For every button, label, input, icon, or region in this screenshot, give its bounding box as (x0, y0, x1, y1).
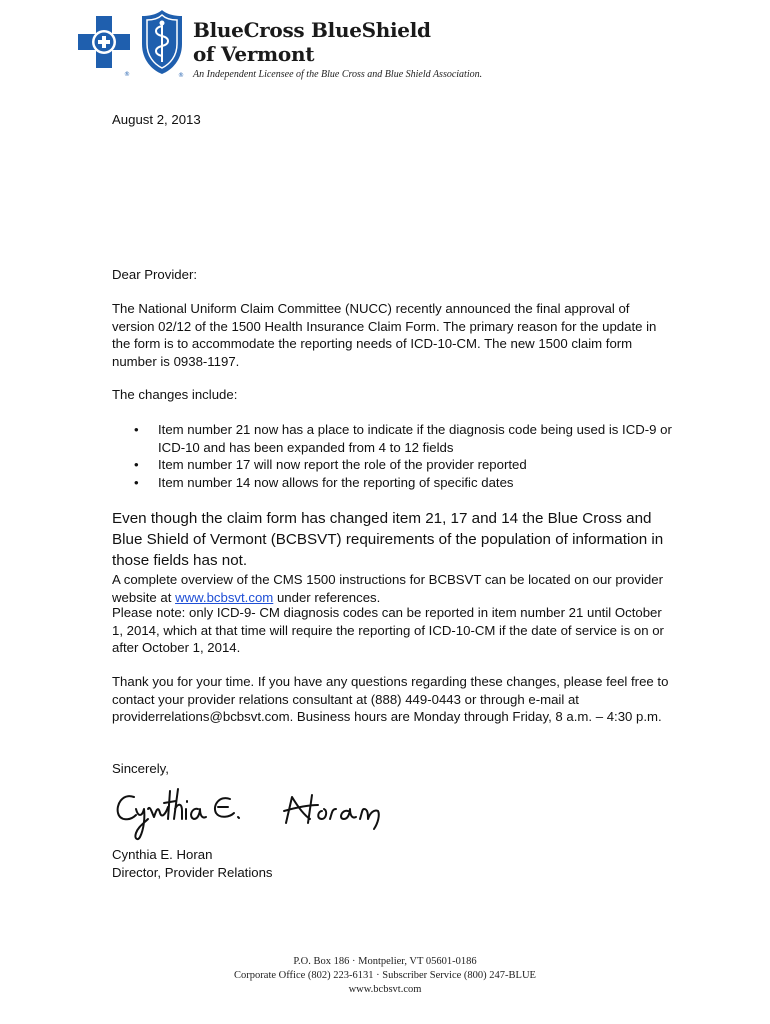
brand-name-line1: BlueCross BlueShield (193, 18, 431, 42)
signer-title: Director, Provider Relations (112, 865, 273, 880)
blue-cross-logo-icon (76, 14, 132, 78)
brand-name (193, 18, 431, 66)
bullet-icon: • (134, 474, 139, 490)
brand-name-line2: of Vermont (193, 42, 315, 66)
brand-tagline: An Independent Licensee of the Blue Cross and Blue Shield Association. (193, 69, 483, 80)
salutation: Dear Provider: (112, 267, 198, 282)
changes-list (112, 421, 672, 491)
overview-text: A complete overview of the CMS 1500 instructions for BCBSVT can be located on our provider website at (112, 572, 663, 605)
footer-address: P.O. Box 186 · Montpelier, VT 05601-0186 (293, 956, 477, 967)
change-item-text: Item number 14 now allows for the reporting of specific dates (158, 474, 514, 490)
list-item (112, 421, 672, 456)
paragraph-thanks: Thank you for your time. If you have any questions regarding these changes, please feel free to contact your provider relations consultant at (888) 449-0443 or through e-mail at providerrelations@bcbsvt.com. Business hours are Monday through Friday, 8 a.m. – 4:30 p.m. (112, 674, 669, 724)
list-item (112, 474, 672, 492)
signature-image (112, 783, 402, 843)
list-item (112, 456, 672, 474)
paragraph-note: Please note: only ICD-9- CM diagnosis codes can be reported in item number 21 until October 1, 2014, which at that time will require the reporting of ICD-10-CM if the date of service is on or after October 1, 2014. (112, 605, 664, 655)
bullet-icon: • (134, 422, 139, 437)
letter-date: August 2, 2013 (112, 112, 201, 127)
change-item-text: Item number 17 will now report the role of the provider reported (158, 457, 527, 472)
signer-name: Cynthia E. Horan (112, 847, 213, 862)
requirements-text-small (112, 571, 672, 606)
blue-shield-logo-icon (138, 10, 186, 78)
requirements-text-large: Even though the claim form has changed item 21, 17 and 14 the Blue Cross and Blue Shield of Vermont (BCBSVT) requirements of the population of information in those fields has not. (112, 510, 664, 569)
paragraph-requirements (112, 508, 672, 606)
changes-intro: The changes include: (112, 387, 238, 402)
paragraph-intro: The National Uniform Claim Committee (NUCC) recently announced the final approval of version 02/12 of the 1500 Health Insurance Claim Form. The primary reason for the update in the form is to accommodate the reporting needs of ICD-10-CM. The new 1500 claim form number is 0938-1197. (112, 301, 657, 369)
change-item-text: Item number 21 now has a place to indicate if the diagnosis code being used is ICD-9 or ICD-10 and has been expanded from 4 to 12 fields (158, 422, 672, 455)
references-text: under references. (276, 589, 381, 605)
footer-phones: Corporate Office (802) 223-6131 · Subscriber Service (800) 247-BLUE (234, 970, 536, 981)
closing: Sincerely, (112, 761, 169, 776)
bullet-icon: • (134, 457, 139, 472)
footer-website: www.bcbsvt.com (348, 984, 422, 995)
svg-text:®: ® (178, 72, 184, 78)
website-link[interactable]: www.bcbsvt.com (175, 589, 274, 605)
svg-text:®: ® (124, 71, 130, 78)
